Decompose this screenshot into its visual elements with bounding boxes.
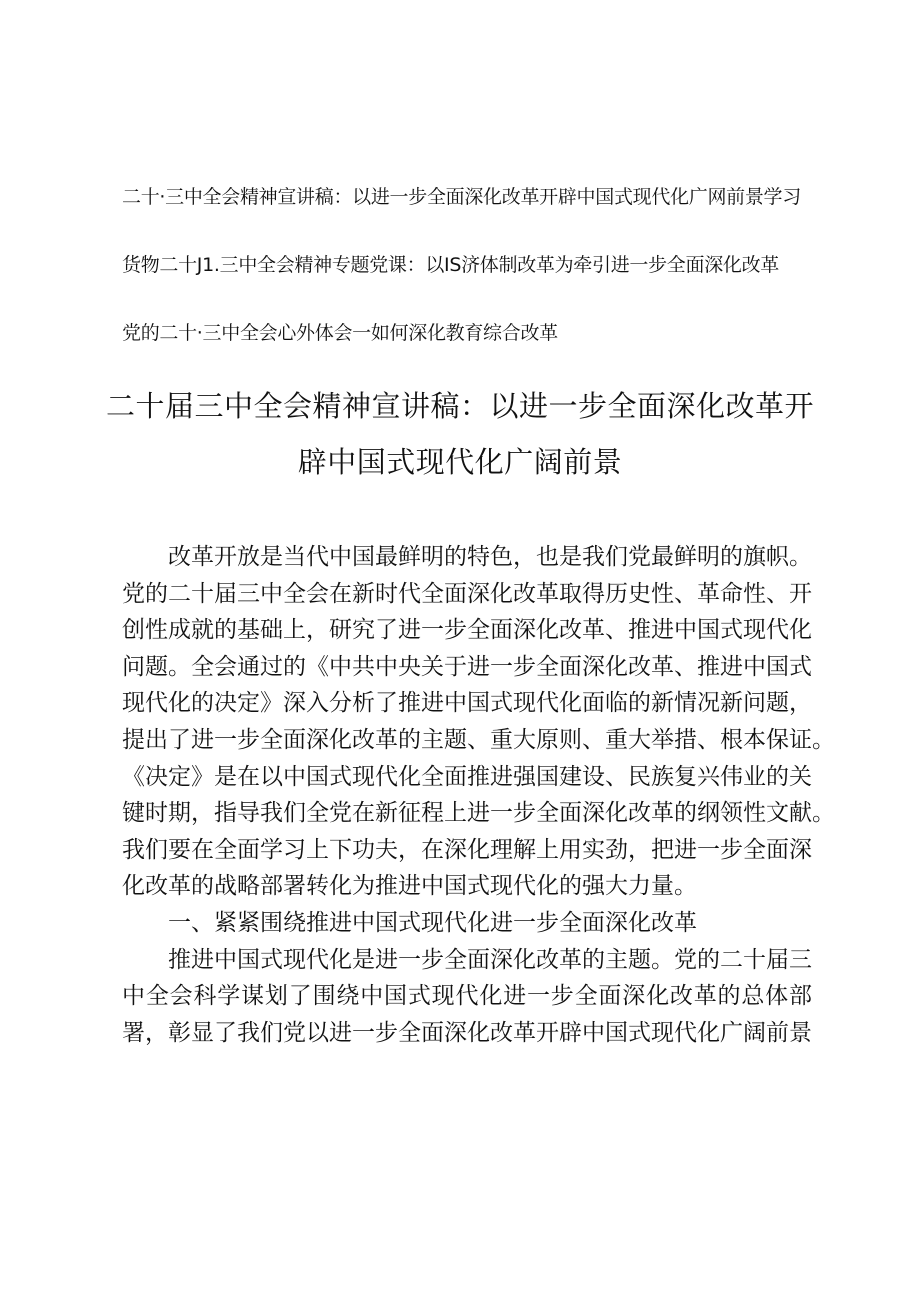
paragraph-line: 推进中国式现代化是进一步全面深化改革的主题。党的二十届三 <box>168 946 812 973</box>
paragraph-line: 键时期，指导我们全党在新征程上进一步全面深化改革的纲领性文献。 <box>122 800 835 827</box>
related-articles-list <box>122 182 822 386</box>
paragraph-line: 我们要在全面学习上下功夫，在深化理解上用实劲，把进一步全面深 <box>122 836 812 863</box>
paragraph-line: 《决定》是在以中国式现代化全面推进强国建设、民族复兴伟业的关 <box>122 763 812 790</box>
paragraph-line: 改革开放是当代中国最鲜明的特色，也是我们党最鲜明的旗帜。 <box>168 544 812 570</box>
paragraph-line: 党的二十届三中全会在新时代全面深化改革取得历史性、革命性、开 <box>122 580 812 607</box>
section-heading: 一、紧紧围绕推进中国式现代化进一步全面深化改革 <box>168 909 697 936</box>
paragraph-line: 创性成就的基础上，研究了进一步全面深化改革、推进中国式现代化 <box>122 617 812 644</box>
paragraph-line: 署，彰显了我们党以进一步全面深化改革开辟中国式现代化广阔前景 <box>122 1019 812 1046</box>
paragraph-line: 中全会科学谋划了围绕中国式现代化进一步全面深化改革的总体部 <box>122 983 812 1010</box>
document-body <box>122 539 835 1051</box>
related-article-link[interactable]: 二十·三中全会精神宣讲稿：以进一步全面深化改革开辟中国式现代化广网前景学习 <box>122 186 801 208</box>
title-line: 二十届三中全会精神宣讲稿：以进一步全面深化改革开 <box>105 389 814 423</box>
paragraph-line: 现代化的决定》深入分析了推进中国式现代化面临的新情况新问题， <box>122 690 812 717</box>
paragraph-line: 提出了进一步全面深化改革的主题、重大原则、重大举措、根本保证。 <box>122 726 835 753</box>
title-line: 辟中国式现代化广阔前景 <box>297 445 623 479</box>
related-article-link[interactable]: 党的二十·三中全会心外体会一如何深化教育综合改革 <box>122 322 558 344</box>
document-title <box>100 378 820 490</box>
paragraph-line: 化改革的战略部署转化为推进中国式现代化的强大力量。 <box>122 873 697 900</box>
related-article-link[interactable]: 货物二十J1.三中全会精神专题党课：以IS济体制改革为牵引进一步全面深化改革 <box>122 254 779 276</box>
paragraph-line: 问题。全会通过的《中共中央关于进一步全面深化改革、推进中国式 <box>122 653 812 680</box>
